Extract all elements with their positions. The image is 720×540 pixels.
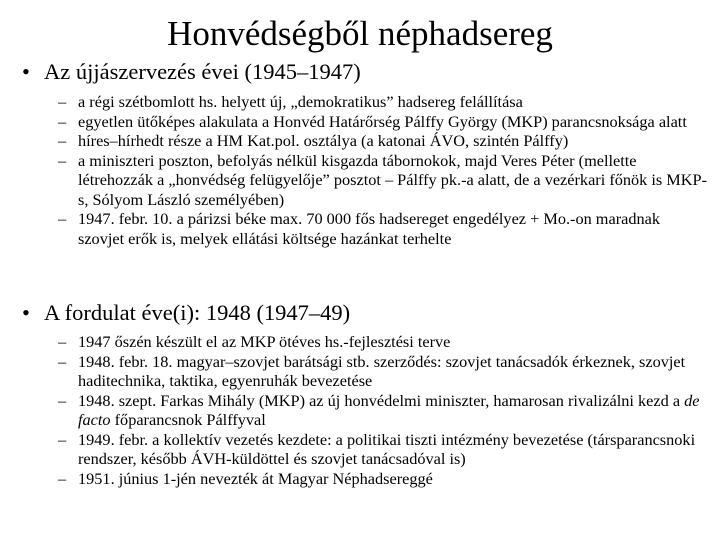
dash-icon: – [58, 92, 67, 111]
section-2-heading [22, 300, 702, 326]
list-item [58, 391, 708, 430]
dash-icon: – [58, 351, 67, 371]
list-item-text: a régi szétbomlott hs. helyett új, „demokratikus” hadsereg felállítása [78, 92, 523, 111]
list-item [58, 151, 708, 210]
dash-icon: – [58, 150, 67, 170]
list-item-text: főparancsnok Pálffyval [110, 410, 266, 429]
section-1-heading [22, 59, 702, 85]
dash-icon: – [58, 390, 67, 410]
section-2-heading-text: A fordulat éve(i): 1948 (1947–49) [44, 300, 351, 325]
bullet-icon: • [22, 300, 30, 325]
dash-icon: – [58, 111, 67, 131]
list-item-text: 1947 őszén készült el az MKP ötéves hs.-fejlesztési terve [78, 332, 451, 351]
dash-icon: – [58, 209, 67, 228]
slide-title: Honvédségből néphadsereg [167, 14, 553, 53]
section-1-list [58, 92, 708, 248]
list-item-text: egyetlen ütőképes alakulata a Honvéd Határőrség Pálffy György (MKP) parancsnoksága alatt [78, 111, 687, 131]
list-item-text: 1948. febr. 18. magyar–szovjet barátsági stb. szerződés: szovjet tanácsadók érkeznek, szovjet haditechnika, taktika, egyenruhák bevezetése [78, 351, 686, 390]
list-item [58, 131, 708, 151]
list-item-italic-text: de facto [78, 390, 700, 429]
dash-icon: – [58, 468, 67, 488]
dash-icon: – [58, 429, 67, 449]
list-item-text: 1947. febr. 10. a párizsi béke max. 70 000 fős hadsereget engedélyez + Mo.-on maradnak szovjet erők is, melyek ellátási költsége hazánkat terhelte [78, 209, 660, 248]
list-item [58, 430, 708, 469]
list-item [58, 352, 708, 391]
list-item-text: híres–hírhedt része a HM Kat.pol. osztálya (a katonai ÁVO, szintén Pálffy) [78, 131, 569, 150]
dash-icon: – [58, 332, 67, 351]
list-item [58, 332, 708, 352]
list-item [58, 112, 708, 132]
list-item [58, 469, 708, 489]
list-item-text: a miniszteri poszton, befolyás nélkül kisgazda tábornokok, majd Veres Péter (mellette létrehozzák a „honvédség felügyelője” posztot – Pálffy pk.-a alatt, de a vezérkari főnök is MKP-s, Sólyom László személyében) [78, 150, 708, 209]
list-item [58, 209, 708, 248]
list-item [58, 92, 708, 112]
list-item-text: 1951. június 1-jén nevezték át Magyar Néphadsereggé [78, 468, 433, 488]
section-2-list [58, 332, 708, 488]
list-item-text: 1948. szept. Farkas Mihály (MKP) az új honvédelmi miniszter, hamarosan rivalizálni kezd a [78, 390, 685, 410]
section-1-heading-text: Az újjászervezés évei (1945–1947) [44, 59, 361, 84]
dash-icon: – [58, 131, 67, 150]
list-item-text: 1949. febr. a kollektív vezetés kezdete: a politikai tiszti intézmény bevezetése (társparancsnoki rendszer, később ÁVH-küldöttel és szovjet tanácsadóval is) [78, 429, 696, 468]
bullet-icon: • [22, 59, 30, 84]
